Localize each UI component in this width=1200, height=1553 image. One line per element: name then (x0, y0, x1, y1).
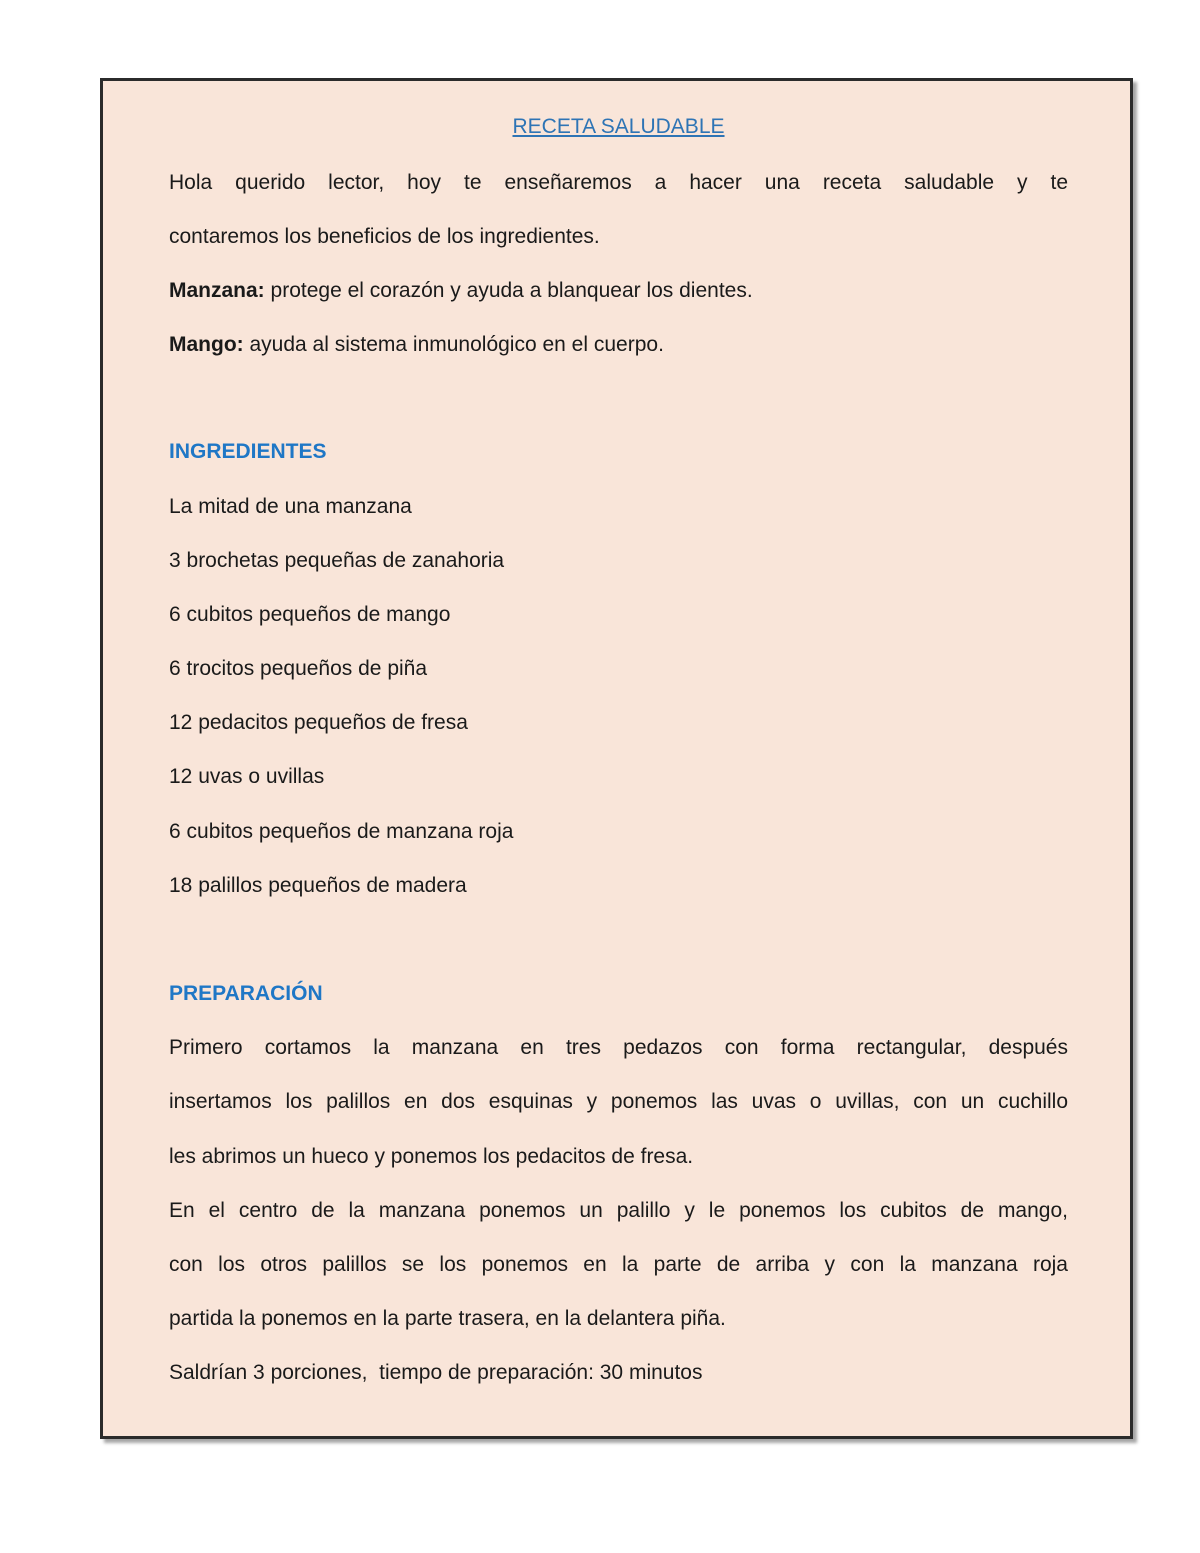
benefit-mango (169, 330, 1068, 360)
recipe-box (100, 78, 1133, 1439)
benefit-text: protege el corazón y ayuda a blanquear los dientes. (264, 279, 753, 302)
preparation-line: con los otros palillos se los ponemos en la parte de arriba y con la manzana roja (169, 1253, 1068, 1276)
ingredient-item: 6 trocitos pequeños de piña (169, 657, 428, 680)
benefit-text: ayuda al sistema inmunológico en el cuerpo. (243, 333, 664, 356)
preparation-line: insertamos los palillos en dos esquinas y ponemos las uvas o uvillas, con un cuchillo (169, 1090, 1068, 1113)
preparation-heading: PREPARACIÓN (169, 982, 323, 1005)
preparation-summary: Saldrían 3 porciones, tiempo de preparación: 30 minutos (169, 1361, 703, 1384)
ingredient-item: 12 uvas o uvillas (169, 765, 325, 788)
benefit-manzana (169, 276, 1068, 306)
intro-line-2: contaremos los beneficios de los ingredientes. (169, 225, 600, 248)
ingredient-item: 6 cubitos pequeños de mango (169, 603, 451, 626)
preparation-line: partida la ponemos en la parte trasera, en la delantera piña. (169, 1307, 726, 1330)
intro-line-1: Hola querido lector, hoy te enseñaremos a hacer una receta saludable y te (169, 171, 1068, 194)
ingredient-item: La mitad de una manzana (169, 495, 412, 518)
ingredient-item: 12 pedacitos pequeños de fresa (169, 711, 468, 734)
preparation-line: les abrimos un hueco y ponemos los pedacitos de fresa. (169, 1145, 694, 1168)
benefit-label: Mango: (169, 333, 244, 356)
ingredient-item: 3 brochetas pequeñas de zanahoria (169, 549, 505, 572)
preparation-line: En el centro de la manzana ponemos un palillo y le ponemos los cubitos de mango, (169, 1199, 1068, 1222)
ingredients-heading: INGREDIENTES (169, 440, 327, 463)
ingredient-item: 6 cubitos pequeños de manzana roja (169, 820, 514, 843)
benefit-label: Manzana: (169, 279, 265, 302)
document-title: RECETA SALUDABLE (512, 115, 725, 138)
preparation-line: Primero cortamos la manzana en tres pedazos con forma rectangular, después (169, 1036, 1068, 1059)
ingredient-item: 18 palillos pequeños de madera (169, 874, 467, 897)
